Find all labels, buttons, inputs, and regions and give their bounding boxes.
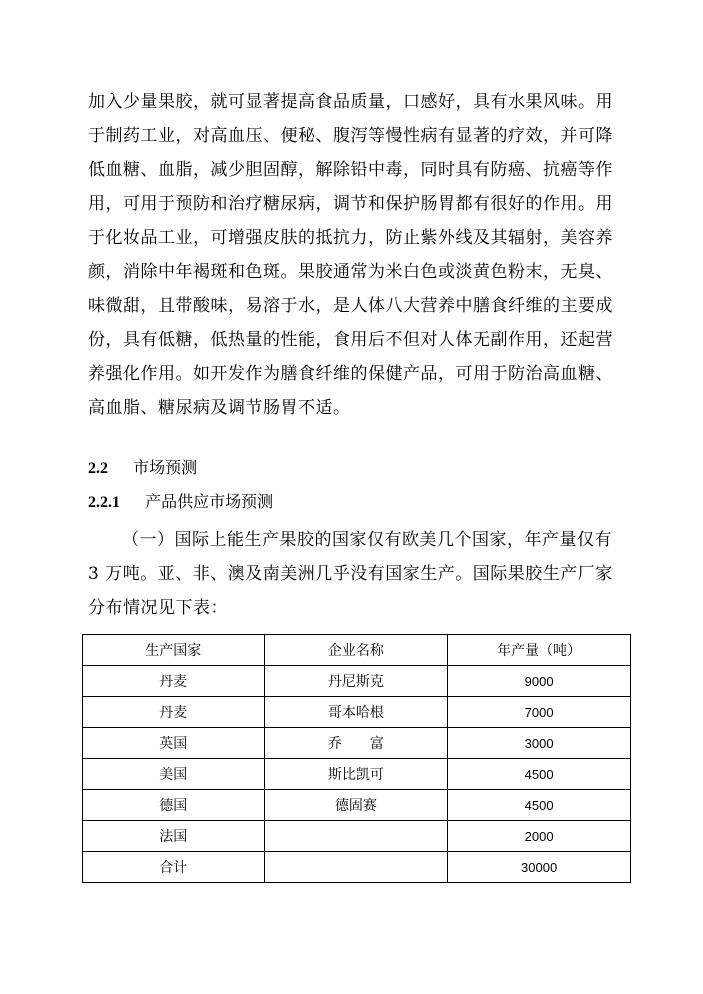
text-line: 份，具有低糖，低热量的性能，食用后不但对人体无副作用，还起营 <box>88 330 613 350</box>
text-line: 高血脂、糖尿病及调节肠胃不适。 <box>88 398 351 418</box>
text-line: 养强化作用。如开发作为膳食纤维的保健产品，可用于防治高血糖、 <box>88 364 613 384</box>
cell-company: 丹尼斯克 <box>264 666 448 697</box>
pectin-producers-table <box>82 634 631 883</box>
text-line: 味微甜，且带酸味，易溶于水，是人体八大营养中膳食纤维的主要成 <box>88 296 613 316</box>
text-line: 于化妆品工业，可增强皮肤的抵抗力，防止紫外线及其辐射，美容养 <box>88 228 613 248</box>
cell-output: 7000 <box>448 697 631 728</box>
cell-output: 9000 <box>448 666 631 697</box>
table-row <box>83 821 631 852</box>
table-row <box>83 666 631 697</box>
cell-company: 乔 富 <box>264 728 448 759</box>
text-line: （一）国际上能生产果胶的国家仅有欧美几个国家，年产量仅有 <box>122 530 612 550</box>
cell-country: 法国 <box>83 821 265 852</box>
cell-total-output: 30000 <box>448 852 631 883</box>
text-line: 3 万吨。亚、非、澳及南美洲几乎没有国家生产。国际果胶生产厂家 <box>88 564 613 584</box>
section-title: 产品供应市场预测 <box>145 492 274 511</box>
section-heading-2-2-1 <box>88 490 273 515</box>
cell-company <box>264 821 448 852</box>
table-row <box>83 697 631 728</box>
cell-country: 美国 <box>83 759 265 790</box>
text-line: 低血糖、血脂，减少胆固醇，解除铅中毒，同时具有防癌、抗癌等作 <box>88 160 613 180</box>
cell-output: 2000 <box>448 821 631 852</box>
table-row <box>83 790 631 821</box>
table-row <box>83 759 631 790</box>
text-line: 颜，消除中年褐斑和色斑。果胶通常为米白色或淡黄色粉末，无臭、 <box>88 262 613 282</box>
column-header-annual-output: 年产量（吨） <box>448 635 631 666</box>
cell-country: 英国 <box>83 728 265 759</box>
column-header-country: 生产国家 <box>83 635 265 666</box>
section-heading-2-2 <box>88 456 197 481</box>
cell-output: 3000 <box>448 728 631 759</box>
text-line: 于制药工业，对高血压、便秘、腹泻等慢性病有显著的疗效，并可降 <box>88 126 613 146</box>
section-number: 2.2 <box>88 460 108 477</box>
section-title: 市场预测 <box>133 458 198 477</box>
text-line: 分布情况见下表： <box>88 598 228 618</box>
table-header-row <box>83 635 631 666</box>
table-row <box>83 728 631 759</box>
text-line: 加入少量果胶，就可显著提高食品质量，口感好，具有水果风味。用 <box>88 92 613 112</box>
cell-total-label: 合计 <box>83 852 265 883</box>
table-total-row <box>83 852 631 883</box>
section-number: 2.2.1 <box>88 494 120 511</box>
cell-output: 4500 <box>448 759 631 790</box>
cell-company: 斯比凯可 <box>264 759 448 790</box>
body-paragraph-international-supply <box>88 523 633 625</box>
column-header-company: 企业名称 <box>264 635 448 666</box>
body-paragraph-pectin-uses <box>88 85 633 425</box>
cell-country: 丹麦 <box>83 666 265 697</box>
cell-country: 德国 <box>83 790 265 821</box>
cell-company: 德固赛 <box>264 790 448 821</box>
cell-country: 丹麦 <box>83 697 265 728</box>
cell-company <box>264 852 448 883</box>
cell-output: 4500 <box>448 790 631 821</box>
cell-company: 哥本哈根 <box>264 697 448 728</box>
text-line: 用，可用于预防和治疗糖尿病，调节和保护肠胃都有很好的作用。用 <box>88 194 613 214</box>
